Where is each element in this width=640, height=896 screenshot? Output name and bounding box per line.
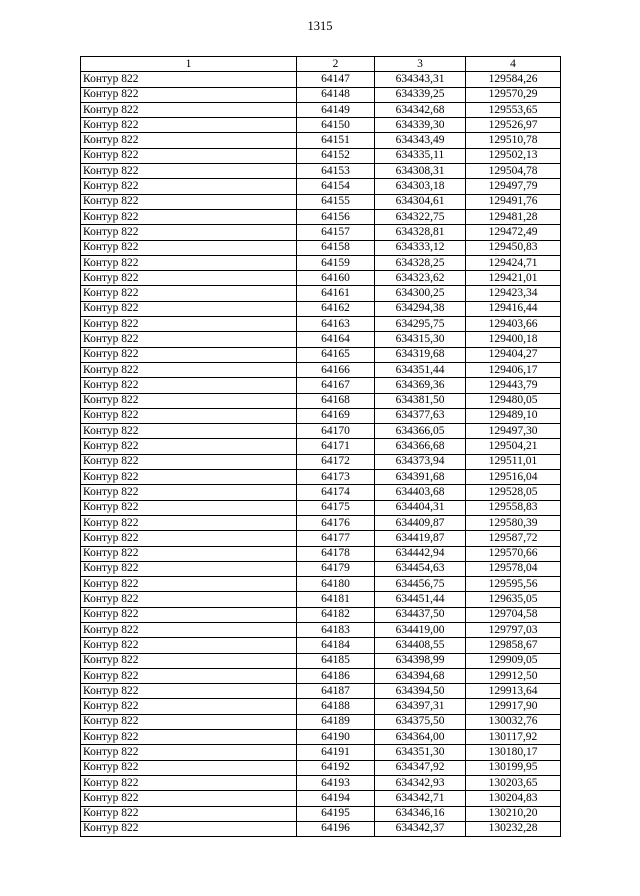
- x-coordinate-cell: 634375,50: [375, 714, 466, 729]
- y-coordinate-cell: 130232,28: [466, 821, 561, 836]
- contour-name-cell: Контур 822: [81, 684, 297, 699]
- point-number-cell: 64195: [297, 806, 375, 821]
- table-row: [81, 179, 561, 194]
- table-row: [81, 806, 561, 821]
- contour-name-cell: Контур 822: [81, 668, 297, 683]
- table-row: [81, 255, 561, 270]
- table-row: [81, 577, 561, 592]
- x-coordinate-cell: 634342,71: [375, 791, 466, 806]
- x-coordinate-cell: 634377,63: [375, 408, 466, 423]
- contour-name-cell: Контур 822: [81, 561, 297, 576]
- table-row: [81, 791, 561, 806]
- table-row: [81, 607, 561, 622]
- contour-name-cell: Контур 822: [81, 72, 297, 87]
- point-number-cell: 64148: [297, 87, 375, 102]
- table-row: [81, 209, 561, 224]
- contour-name-cell: Контур 822: [81, 622, 297, 637]
- table-row: [81, 378, 561, 393]
- column-header-1: 1: [81, 57, 297, 72]
- table-row: [81, 730, 561, 745]
- contour-name-cell: Контур 822: [81, 699, 297, 714]
- column-header-4: 4: [466, 57, 561, 72]
- y-coordinate-cell: 129917,90: [466, 699, 561, 714]
- y-coordinate-cell: 130199,95: [466, 760, 561, 775]
- x-coordinate-cell: 634322,75: [375, 209, 466, 224]
- y-coordinate-cell: 130203,65: [466, 775, 561, 790]
- x-coordinate-cell: 634456,75: [375, 577, 466, 592]
- contour-name-cell: Контур 822: [81, 286, 297, 301]
- contour-name-cell: Контур 822: [81, 607, 297, 622]
- x-coordinate-cell: 634343,31: [375, 72, 466, 87]
- point-number-cell: 64152: [297, 148, 375, 163]
- point-number-cell: 64157: [297, 225, 375, 240]
- x-coordinate-cell: 634366,68: [375, 439, 466, 454]
- y-coordinate-cell: 129635,05: [466, 592, 561, 607]
- x-coordinate-cell: 634328,81: [375, 225, 466, 240]
- y-coordinate-cell: 129491,76: [466, 194, 561, 209]
- contour-name-cell: Контур 822: [81, 485, 297, 500]
- point-number-cell: 64173: [297, 470, 375, 485]
- x-coordinate-cell: 634328,25: [375, 255, 466, 270]
- contour-name-cell: Контур 822: [81, 271, 297, 286]
- contour-name-cell: Контур 822: [81, 546, 297, 561]
- table-row: [81, 102, 561, 117]
- contour-name-cell: Контур 822: [81, 408, 297, 423]
- x-coordinate-cell: 634419,87: [375, 531, 466, 546]
- x-coordinate-cell: 634403,68: [375, 485, 466, 500]
- contour-name-cell: Контур 822: [81, 362, 297, 377]
- contour-name-cell: Контур 822: [81, 179, 297, 194]
- y-coordinate-cell: 129489,10: [466, 408, 561, 423]
- table-row: [81, 454, 561, 469]
- contour-name-cell: Контур 822: [81, 133, 297, 148]
- x-coordinate-cell: 634342,93: [375, 775, 466, 790]
- table-row: [81, 622, 561, 637]
- x-coordinate-cell: 634335,11: [375, 148, 466, 163]
- table-row: [81, 286, 561, 301]
- y-coordinate-cell: 130117,92: [466, 730, 561, 745]
- contour-name-cell: Контур 822: [81, 194, 297, 209]
- point-number-cell: 64155: [297, 194, 375, 209]
- table-row: [81, 271, 561, 286]
- table-row: [81, 515, 561, 530]
- table-row: [81, 393, 561, 408]
- contour-name-cell: Контур 822: [81, 317, 297, 332]
- y-coordinate-cell: 129497,30: [466, 424, 561, 439]
- y-coordinate-cell: 129580,39: [466, 515, 561, 530]
- x-coordinate-cell: 634304,61: [375, 194, 466, 209]
- y-coordinate-cell: 129443,79: [466, 378, 561, 393]
- contour-name-cell: Контур 822: [81, 209, 297, 224]
- y-coordinate-cell: 129481,28: [466, 209, 561, 224]
- y-coordinate-cell: 129400,18: [466, 332, 561, 347]
- contour-name-cell: Контур 822: [81, 791, 297, 806]
- x-coordinate-cell: 634451,44: [375, 592, 466, 607]
- point-number-cell: 64162: [297, 301, 375, 316]
- contour-name-cell: Контур 822: [81, 87, 297, 102]
- x-coordinate-cell: 634351,30: [375, 745, 466, 760]
- x-coordinate-cell: 634394,50: [375, 684, 466, 699]
- point-number-cell: 64193: [297, 775, 375, 790]
- y-coordinate-cell: 129584,26: [466, 72, 561, 87]
- y-coordinate-cell: 130180,17: [466, 745, 561, 760]
- table-row: [81, 699, 561, 714]
- y-coordinate-cell: 129912,50: [466, 668, 561, 683]
- point-number-cell: 64161: [297, 286, 375, 301]
- point-number-cell: 64191: [297, 745, 375, 760]
- header-row: [81, 57, 561, 72]
- point-number-cell: 64150: [297, 118, 375, 133]
- point-number-cell: 64184: [297, 638, 375, 653]
- contour-name-cell: Контур 822: [81, 470, 297, 485]
- x-coordinate-cell: 634346,16: [375, 806, 466, 821]
- contour-name-cell: Контур 822: [81, 531, 297, 546]
- y-coordinate-cell: 129424,71: [466, 255, 561, 270]
- point-number-cell: 64181: [297, 592, 375, 607]
- x-coordinate-cell: 634454,63: [375, 561, 466, 576]
- contour-name-cell: Контур 822: [81, 760, 297, 775]
- x-coordinate-cell: 634381,50: [375, 393, 466, 408]
- x-coordinate-cell: 634343,49: [375, 133, 466, 148]
- table-row: [81, 485, 561, 500]
- y-coordinate-cell: 129502,13: [466, 148, 561, 163]
- table-row: [81, 148, 561, 163]
- point-number-cell: 64194: [297, 791, 375, 806]
- point-number-cell: 64167: [297, 378, 375, 393]
- x-coordinate-cell: 634339,25: [375, 87, 466, 102]
- table-row: [81, 408, 561, 423]
- point-number-cell: 64189: [297, 714, 375, 729]
- table-row: [81, 362, 561, 377]
- x-coordinate-cell: 634294,38: [375, 301, 466, 316]
- y-coordinate-cell: 129516,04: [466, 470, 561, 485]
- point-number-cell: 64170: [297, 424, 375, 439]
- table-header: [81, 57, 561, 72]
- table-row: [81, 424, 561, 439]
- x-coordinate-cell: 634391,68: [375, 470, 466, 485]
- point-number-cell: 64172: [297, 454, 375, 469]
- point-number-cell: 64178: [297, 546, 375, 561]
- point-number-cell: 64149: [297, 102, 375, 117]
- table-row: [81, 470, 561, 485]
- point-number-cell: 64196: [297, 821, 375, 836]
- point-number-cell: 64179: [297, 561, 375, 576]
- y-coordinate-cell: 129570,66: [466, 546, 561, 561]
- y-coordinate-cell: 129472,49: [466, 225, 561, 240]
- contour-name-cell: Контур 822: [81, 102, 297, 117]
- x-coordinate-cell: 634342,37: [375, 821, 466, 836]
- point-number-cell: 64183: [297, 622, 375, 637]
- y-coordinate-cell: 129497,79: [466, 179, 561, 194]
- contour-name-cell: Контур 822: [81, 424, 297, 439]
- y-coordinate-cell: 129913,64: [466, 684, 561, 699]
- contour-name-cell: Контур 822: [81, 439, 297, 454]
- table-row: [81, 439, 561, 454]
- table-row: [81, 760, 561, 775]
- table-row: [81, 745, 561, 760]
- x-coordinate-cell: 634369,36: [375, 378, 466, 393]
- point-number-cell: 64154: [297, 179, 375, 194]
- y-coordinate-cell: 129704,58: [466, 607, 561, 622]
- table-row: [81, 133, 561, 148]
- y-coordinate-cell: 129480,05: [466, 393, 561, 408]
- y-coordinate-cell: 129595,56: [466, 577, 561, 592]
- table-row: [81, 332, 561, 347]
- table-row: [81, 118, 561, 133]
- y-coordinate-cell: 129421,01: [466, 271, 561, 286]
- x-coordinate-cell: 634408,55: [375, 638, 466, 653]
- x-coordinate-cell: 634295,75: [375, 317, 466, 332]
- x-coordinate-cell: 634319,68: [375, 347, 466, 362]
- contour-name-cell: Контур 822: [81, 454, 297, 469]
- contour-name-cell: Контур 822: [81, 592, 297, 607]
- x-coordinate-cell: 634442,94: [375, 546, 466, 561]
- contour-name-cell: Контур 822: [81, 347, 297, 362]
- x-coordinate-cell: 634409,87: [375, 515, 466, 530]
- point-number-cell: 64171: [297, 439, 375, 454]
- contour-name-cell: Контур 822: [81, 378, 297, 393]
- x-coordinate-cell: 634398,99: [375, 653, 466, 668]
- y-coordinate-cell: 129858,67: [466, 638, 561, 653]
- table-row: [81, 164, 561, 179]
- y-coordinate-cell: 129450,83: [466, 240, 561, 255]
- table-row: [81, 546, 561, 561]
- contour-name-cell: Контур 822: [81, 745, 297, 760]
- contour-name-cell: Контур 822: [81, 577, 297, 592]
- point-number-cell: 64188: [297, 699, 375, 714]
- point-number-cell: 64177: [297, 531, 375, 546]
- y-coordinate-cell: 129510,78: [466, 133, 561, 148]
- x-coordinate-cell: 634347,92: [375, 760, 466, 775]
- point-number-cell: 64187: [297, 684, 375, 699]
- contour-name-cell: Контур 822: [81, 821, 297, 836]
- x-coordinate-cell: 634315,30: [375, 332, 466, 347]
- point-number-cell: 64168: [297, 393, 375, 408]
- x-coordinate-cell: 634364,00: [375, 730, 466, 745]
- contour-name-cell: Контур 822: [81, 730, 297, 745]
- contour-name-cell: Контур 822: [81, 393, 297, 408]
- point-number-cell: 64180: [297, 577, 375, 592]
- x-coordinate-cell: 634333,12: [375, 240, 466, 255]
- contour-name-cell: Контур 822: [81, 240, 297, 255]
- contour-name-cell: Контур 822: [81, 500, 297, 515]
- y-coordinate-cell: 129423,34: [466, 286, 561, 301]
- point-number-cell: 64156: [297, 209, 375, 224]
- contour-name-cell: Контур 822: [81, 148, 297, 163]
- coordinates-table: [80, 56, 561, 837]
- contour-name-cell: Контур 822: [81, 638, 297, 653]
- y-coordinate-cell: 129404,27: [466, 347, 561, 362]
- table-row: [81, 653, 561, 668]
- x-coordinate-cell: 634373,94: [375, 454, 466, 469]
- x-coordinate-cell: 634342,68: [375, 102, 466, 117]
- contour-name-cell: Контур 822: [81, 714, 297, 729]
- column-header-3: 3: [375, 57, 466, 72]
- y-coordinate-cell: 129403,66: [466, 317, 561, 332]
- point-number-cell: 64182: [297, 607, 375, 622]
- contour-name-cell: Контур 822: [81, 225, 297, 240]
- y-coordinate-cell: 129406,17: [466, 362, 561, 377]
- y-coordinate-cell: 129578,04: [466, 561, 561, 576]
- y-coordinate-cell: 129587,72: [466, 531, 561, 546]
- point-number-cell: 64176: [297, 515, 375, 530]
- table-row: [81, 240, 561, 255]
- x-coordinate-cell: 634300,25: [375, 286, 466, 301]
- x-coordinate-cell: 634303,18: [375, 179, 466, 194]
- table-row: [81, 821, 561, 836]
- table-row: [81, 347, 561, 362]
- x-coordinate-cell: 634323,62: [375, 271, 466, 286]
- point-number-cell: 64165: [297, 347, 375, 362]
- table-row: [81, 684, 561, 699]
- y-coordinate-cell: 129526,97: [466, 118, 561, 133]
- table-row: [81, 72, 561, 87]
- point-number-cell: 64151: [297, 133, 375, 148]
- y-coordinate-cell: 129558,83: [466, 500, 561, 515]
- x-coordinate-cell: 634351,44: [375, 362, 466, 377]
- table-row: [81, 87, 561, 102]
- contour-name-cell: Контур 822: [81, 775, 297, 790]
- table-row: [81, 317, 561, 332]
- x-coordinate-cell: 634437,50: [375, 607, 466, 622]
- x-coordinate-cell: 634308,31: [375, 164, 466, 179]
- contour-name-cell: Контур 822: [81, 118, 297, 133]
- y-coordinate-cell: 129504,78: [466, 164, 561, 179]
- point-number-cell: 64175: [297, 500, 375, 515]
- x-coordinate-cell: 634397,31: [375, 699, 466, 714]
- point-number-cell: 64147: [297, 72, 375, 87]
- table-body: [81, 72, 561, 837]
- y-coordinate-cell: 129511,01: [466, 454, 561, 469]
- contour-name-cell: Контур 822: [81, 515, 297, 530]
- contour-name-cell: Контур 822: [81, 332, 297, 347]
- x-coordinate-cell: 634394,68: [375, 668, 466, 683]
- point-number-cell: 64158: [297, 240, 375, 255]
- table-row: [81, 714, 561, 729]
- y-coordinate-cell: 130032,76: [466, 714, 561, 729]
- point-number-cell: 64164: [297, 332, 375, 347]
- table-row: [81, 561, 561, 576]
- table-row: [81, 531, 561, 546]
- point-number-cell: 64159: [297, 255, 375, 270]
- table-row: [81, 638, 561, 653]
- table-row: [81, 592, 561, 607]
- contour-name-cell: Контур 822: [81, 301, 297, 316]
- table-row: [81, 194, 561, 209]
- y-coordinate-cell: 129570,29: [466, 87, 561, 102]
- x-coordinate-cell: 634339,30: [375, 118, 466, 133]
- contour-name-cell: Контур 822: [81, 806, 297, 821]
- x-coordinate-cell: 634404,31: [375, 500, 466, 515]
- y-coordinate-cell: 129504,21: [466, 439, 561, 454]
- column-header-2: 2: [297, 57, 375, 72]
- y-coordinate-cell: 129797,03: [466, 622, 561, 637]
- y-coordinate-cell: 129553,65: [466, 102, 561, 117]
- table-row: [81, 301, 561, 316]
- point-number-cell: 64160: [297, 271, 375, 286]
- y-coordinate-cell: 130210,20: [466, 806, 561, 821]
- page-number: 1315: [307, 19, 333, 33]
- x-coordinate-cell: 634419,00: [375, 622, 466, 637]
- x-coordinate-cell: 634366,05: [375, 424, 466, 439]
- contour-name-cell: Контур 822: [81, 164, 297, 179]
- table-row: [81, 775, 561, 790]
- point-number-cell: 64153: [297, 164, 375, 179]
- point-number-cell: 64174: [297, 485, 375, 500]
- point-number-cell: 64186: [297, 668, 375, 683]
- point-number-cell: 64169: [297, 408, 375, 423]
- contour-name-cell: Контур 822: [81, 255, 297, 270]
- point-number-cell: 64190: [297, 730, 375, 745]
- y-coordinate-cell: 130204,83: [466, 791, 561, 806]
- y-coordinate-cell: 129909,05: [466, 653, 561, 668]
- point-number-cell: 64192: [297, 760, 375, 775]
- table-row: [81, 500, 561, 515]
- table-row: [81, 668, 561, 683]
- y-coordinate-cell: 129528,05: [466, 485, 561, 500]
- table-row: [81, 225, 561, 240]
- contour-name-cell: Контур 822: [81, 653, 297, 668]
- point-number-cell: 64166: [297, 362, 375, 377]
- point-number-cell: 64185: [297, 653, 375, 668]
- y-coordinate-cell: 129416,44: [466, 301, 561, 316]
- point-number-cell: 64163: [297, 317, 375, 332]
